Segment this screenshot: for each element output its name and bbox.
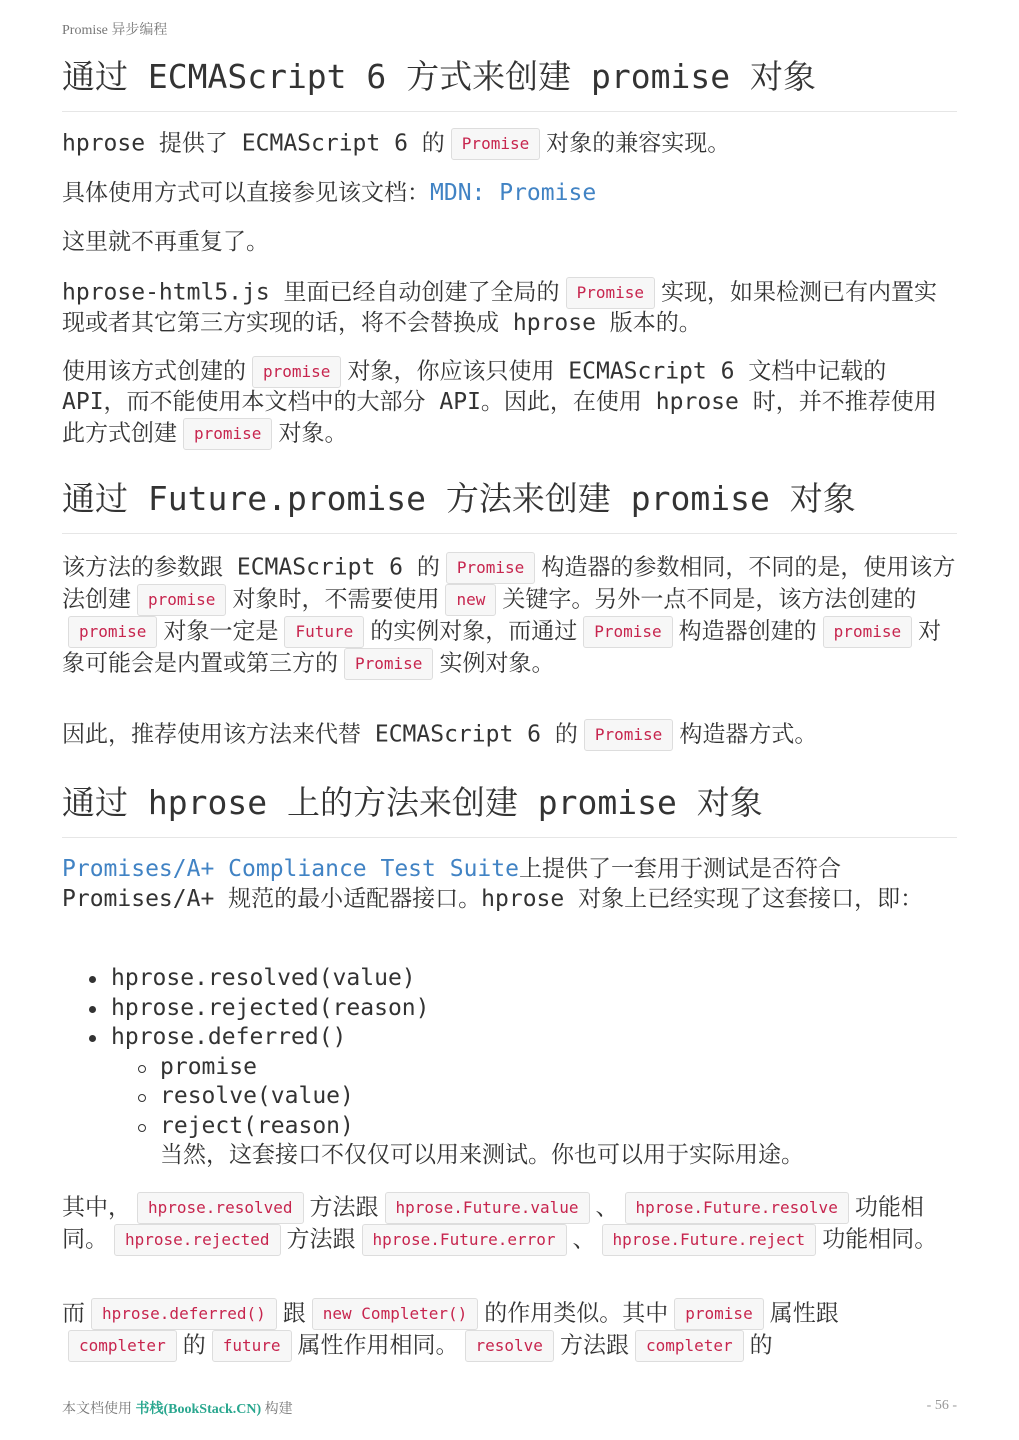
list-item-label: hprose.deferred()	[111, 1024, 347, 1050]
sub-list-item-label: reject(reason)	[160, 1112, 354, 1139]
list-item: hprose.resolved(value)	[62, 964, 957, 994]
paragraph	[62, 1192, 957, 1256]
running-head: Promise 异步编程	[62, 23, 168, 38]
page-number: - 56 -	[926, 1398, 957, 1413]
text: 、	[572, 1226, 596, 1253]
inline-code: promise	[823, 616, 912, 648]
inline-code: hprose.rejected	[114, 1224, 281, 1256]
method-list	[62, 964, 957, 1171]
inline-code: completer	[68, 1330, 177, 1362]
inline-code: completer	[635, 1330, 744, 1362]
list-item: hprose.rejected(reason)	[62, 994, 957, 1024]
text: 构造器方式。	[679, 721, 818, 748]
text: 功能相同。	[62, 1194, 924, 1253]
compliance-test-suite-link[interactable]: Promises/A+ Compliance Test Suite	[62, 856, 519, 882]
text: 的	[749, 1332, 773, 1359]
paragraph	[62, 179, 957, 209]
text: 而	[62, 1300, 85, 1327]
inline-code: Promise	[584, 719, 673, 751]
sub-list-note: 当然，这套接口不仅仅可以用来测试。你也可以用于实际用途。	[160, 1142, 804, 1168]
paragraph	[62, 356, 957, 450]
text: 该方法的参数跟 ECMAScript 6 的	[62, 554, 440, 581]
inline-code: hprose.Future.value	[385, 1192, 590, 1224]
inline-code: promise	[252, 356, 341, 388]
sub-list-item: resolve(value)	[111, 1082, 957, 1112]
mdn-promise-link[interactable]: MDN: Promise	[430, 180, 597, 206]
sub-list-item	[111, 1112, 957, 1171]
footer-text: 本文档使用	[62, 1402, 132, 1417]
inline-code: promise	[674, 1298, 763, 1330]
inline-code: promise	[137, 584, 226, 616]
sub-list	[111, 1053, 957, 1171]
text: 方法跟	[559, 1332, 629, 1359]
text: 属性作用相同。	[297, 1332, 459, 1359]
text: hprose-html5.js 里面已经自动创建了全局的	[62, 279, 560, 306]
inline-code: Promise	[583, 616, 672, 648]
text: 上提供了一套用于测试是否符合 Promises/A+ 规范的最小适配器接口。hprose 对象上已经实现了这套接口，即：	[62, 856, 924, 912]
text: 实现，如果检测已有内置实现或者其它第三方实现的话，将不会替换成 hprose 版本的。	[62, 279, 937, 336]
list-item	[62, 1023, 957, 1171]
paragraph: 这里就不再重复了。	[62, 229, 269, 255]
text: 使用该方式创建的	[62, 358, 246, 385]
text: 对象，你应该只使用 ECMAScript 6 文档中记载的 API，而不能使用本文档中的大部分 API。因此，在使用 hprose 时，并不推荐使用此方式创建	[62, 358, 937, 446]
footer-text: 构建	[264, 1402, 293, 1417]
paragraph	[62, 855, 957, 914]
text: 跟	[282, 1300, 306, 1327]
text: 方法跟	[286, 1226, 356, 1253]
text: 构造器创建的	[678, 618, 817, 645]
sub-list-item: promise	[111, 1053, 957, 1083]
inline-code: hprose.resolved	[137, 1192, 304, 1224]
text: 的实例对象，而通过	[370, 618, 578, 645]
text: 因此，推荐使用该方法来代替 ECMAScript 6 的	[62, 721, 578, 748]
inline-code: hprose.Future.reject	[602, 1224, 817, 1256]
paragraph	[62, 719, 957, 751]
inline-code: Promise	[566, 277, 655, 309]
text: 关键字。另外一点不同是，该方法创建的	[502, 586, 917, 613]
text: 构造器的参数相同，不同的是，使用该方法创建	[62, 554, 956, 613]
inline-code: Future	[284, 616, 364, 648]
text: 功能相同。	[822, 1226, 938, 1253]
text: 对象时，不需要使用	[232, 586, 440, 613]
text: 属性跟	[769, 1300, 839, 1327]
text: 其中，	[62, 1194, 131, 1221]
text: 具体使用方式可以直接参见该文档：	[62, 180, 430, 206]
text: 实例对象。	[439, 650, 555, 677]
bookstack-link[interactable]: 书栈(BookStack.CN)	[135, 1402, 262, 1417]
paragraph	[62, 1298, 957, 1362]
section-heading-future-promise: 通过 Future.promise 方法来创建 promise 对象	[62, 479, 957, 534]
paragraph	[62, 128, 957, 160]
text: 、	[595, 1194, 619, 1221]
inline-code: hprose.Future.error	[362, 1224, 567, 1256]
section-heading-hprose-methods: 通过 hprose 上的方法来创建 promise 对象	[62, 783, 957, 838]
inline-code: new Completer()	[312, 1298, 479, 1330]
inline-code: hprose.Future.resolve	[625, 1192, 849, 1224]
section-heading-es6: 通过 ECMAScript 6 方式来创建 promise 对象	[62, 57, 957, 112]
inline-code: promise	[183, 418, 272, 450]
text: 的	[182, 1332, 206, 1359]
inline-code: new	[445, 584, 496, 616]
text: 对象。	[278, 420, 348, 446]
text: 对象一定是	[163, 618, 279, 645]
text: 对象可能会是内置或第三方的	[62, 618, 942, 677]
footer-credit	[62, 1398, 293, 1418]
text: 方法跟	[309, 1194, 379, 1221]
text: 的作用类似。其中	[484, 1300, 669, 1327]
text: hprose 提供了 ECMAScript 6 的	[62, 130, 445, 157]
inline-code: resolve	[465, 1330, 554, 1362]
inline-code: Promise	[446, 552, 535, 584]
paragraph	[62, 552, 957, 680]
text: 对象的兼容实现。	[546, 130, 731, 157]
inline-code: promise	[68, 616, 157, 648]
inline-code: future	[212, 1330, 292, 1362]
inline-code: Promise	[344, 648, 433, 680]
inline-code: hprose.deferred()	[91, 1298, 277, 1330]
paragraph	[62, 277, 957, 339]
inline-code: Promise	[451, 128, 540, 160]
